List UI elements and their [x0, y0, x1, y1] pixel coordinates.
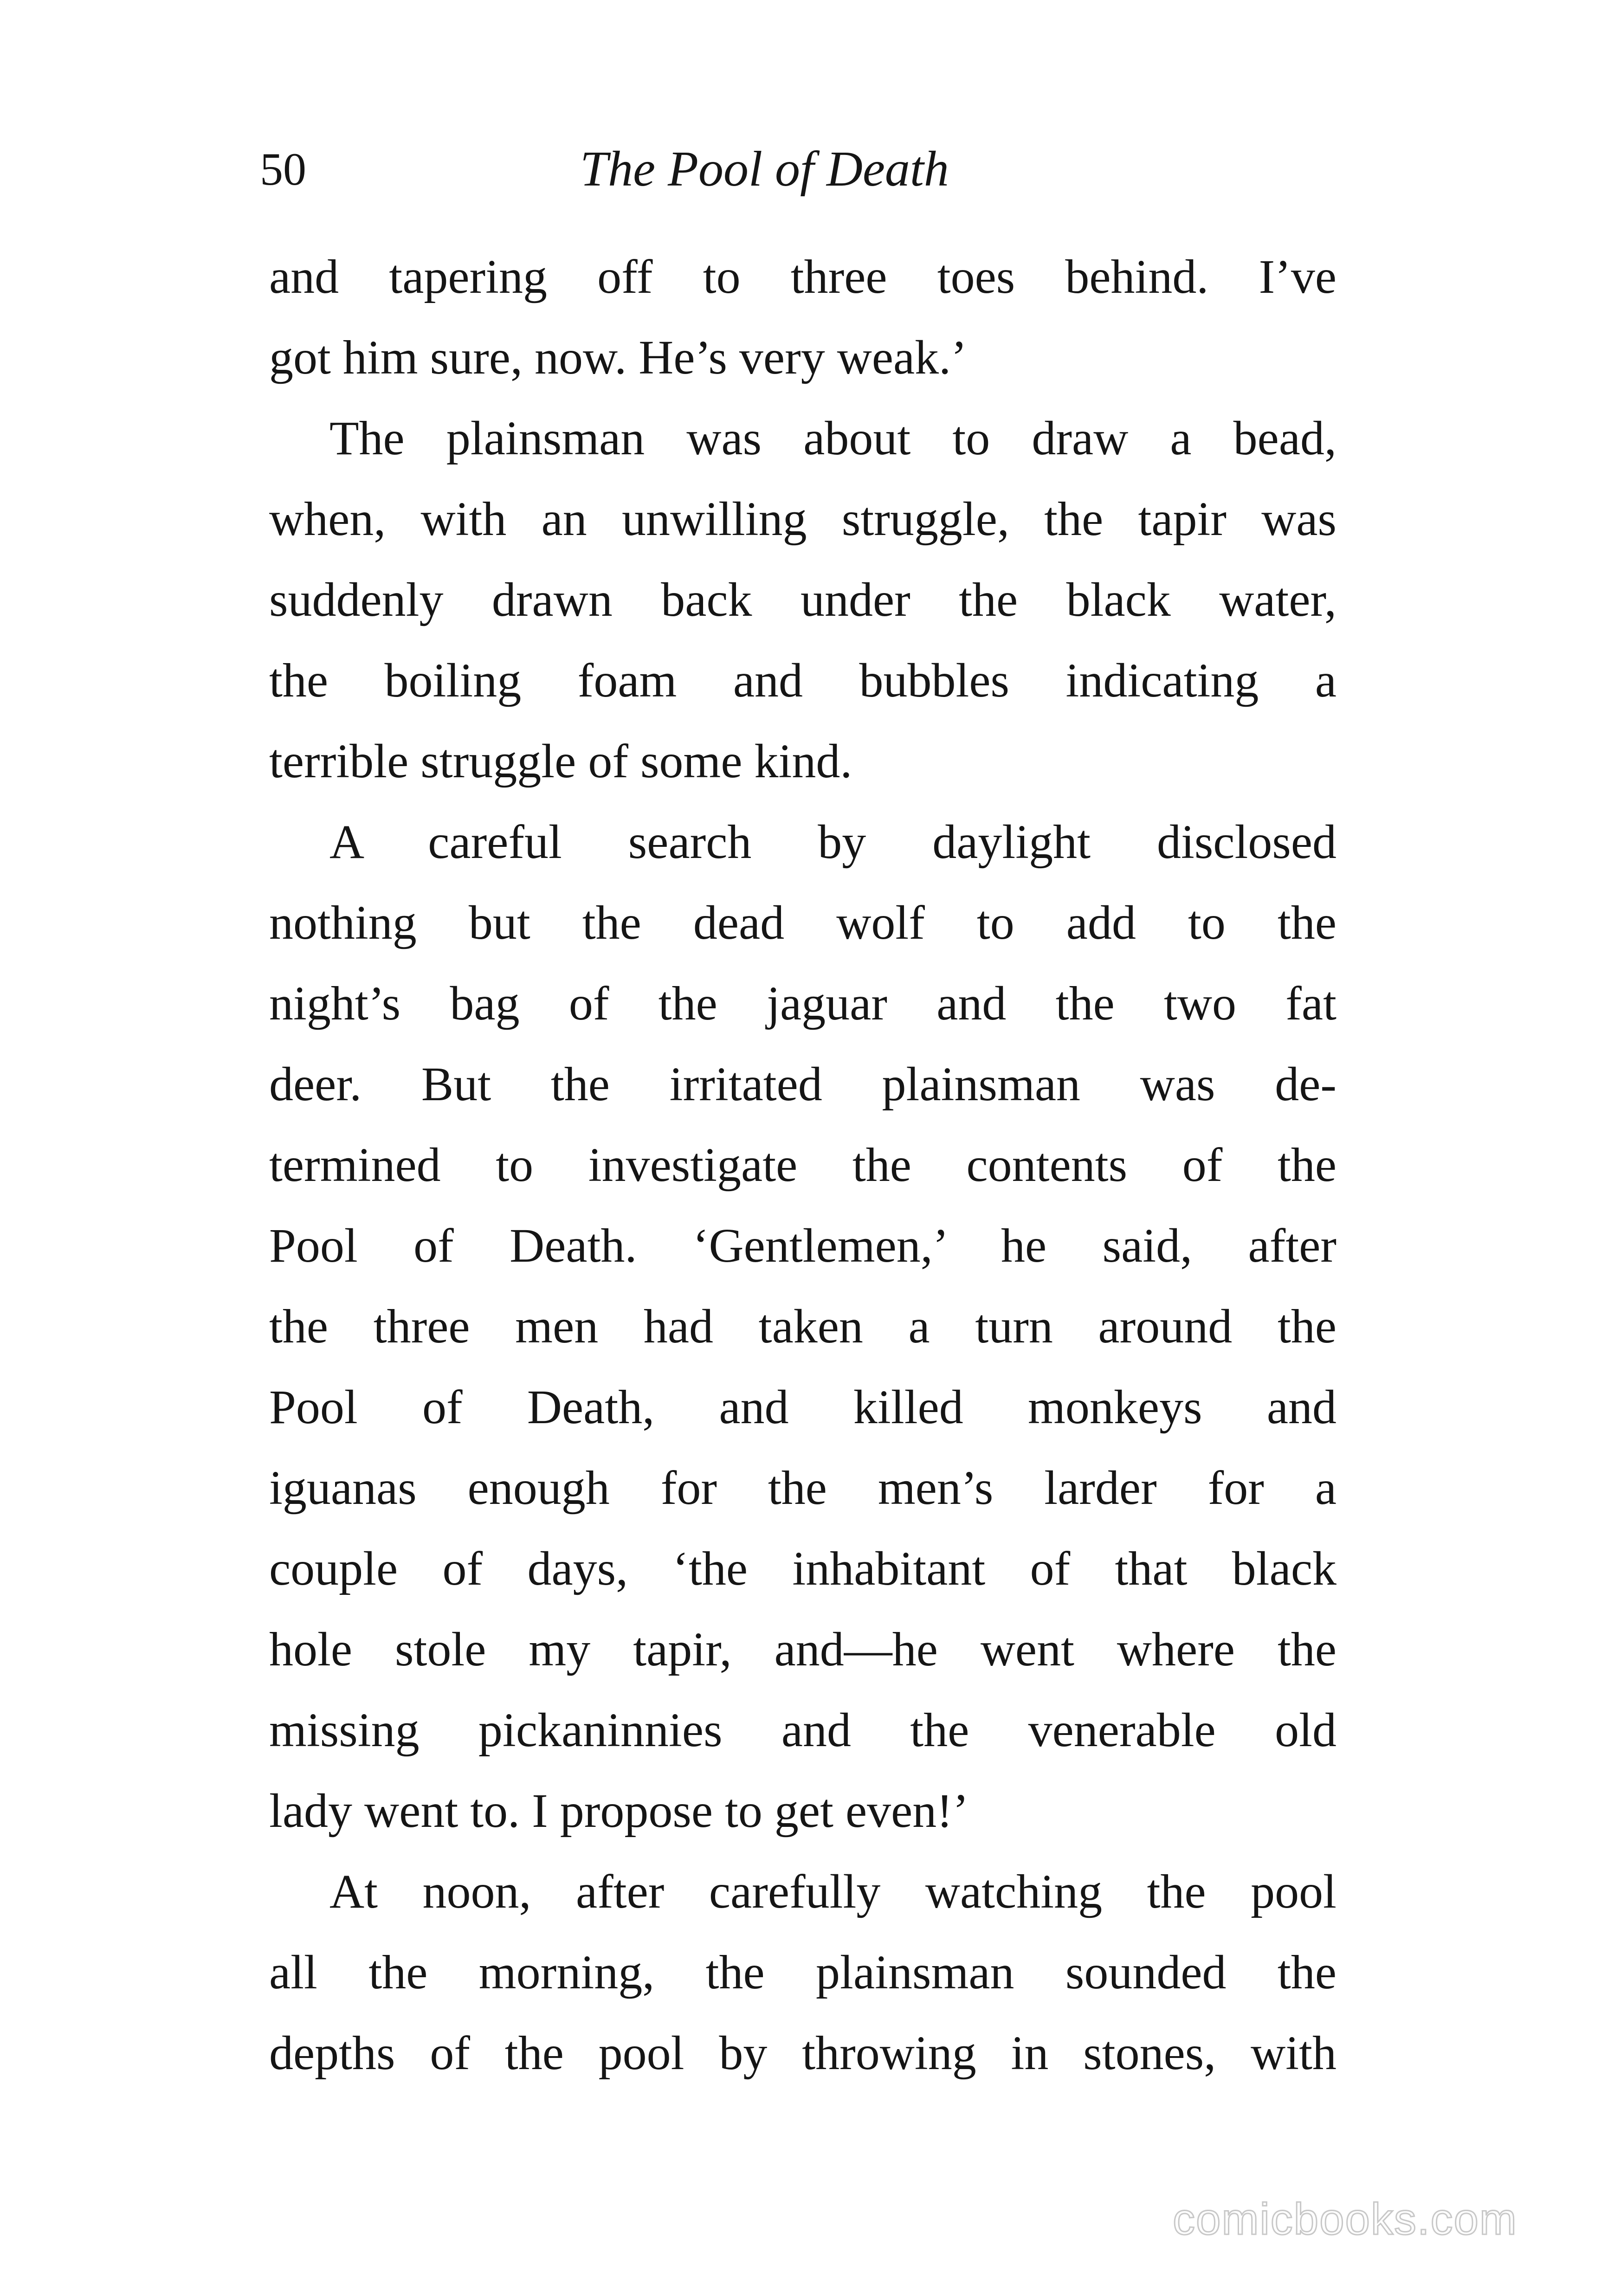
text-line: deer. But the irritated plainsman was de-	[269, 1058, 1336, 1111]
text-line: the three men had taken a turn around the	[269, 1300, 1336, 1353]
text-line: Pool of Death. ‘Gentlemen,’ he said, after	[269, 1219, 1336, 1272]
text-line: At noon, after carefully watching the pool	[329, 1865, 1336, 1918]
text-line: iguanas enough for the men’s larder for a	[269, 1461, 1336, 1515]
text-line: hole stole my tapir, and—he went where the	[269, 1623, 1336, 1676]
text-line: depths of the pool by throwing in stones, with	[269, 2026, 1336, 2080]
text-line: terrible struggle of some kind.	[269, 735, 852, 788]
text-line: and tapering off to three toes behind. I’ve	[269, 250, 1336, 303]
text-line: couple of days, ‘the inhabitant of that black	[269, 1542, 1336, 1595]
text-line: nothing but the dead wolf to add to the	[269, 896, 1336, 949]
text-line: The plainsman was about to draw a bead,	[329, 412, 1336, 465]
text-line: got him sure, now. He’s very weak.’	[269, 331, 967, 384]
text-line: termined to investigate the contents of the	[269, 1138, 1336, 1192]
watermark: comicbooks.com	[1173, 2194, 1517, 2244]
text-line: suddenly drawn back under the black water,	[269, 573, 1336, 626]
text-line: all the morning, the plainsman sounded the	[269, 1946, 1336, 1999]
text-line: A careful search by daylight disclosed	[329, 815, 1336, 869]
page-header	[260, 139, 1049, 209]
text-line: night’s bag of the jaguar and the two fat	[269, 977, 1336, 1030]
text-line: Pool of Death, and killed monkeys and	[269, 1380, 1336, 1434]
text-line: when, with an unwilling struggle, the tapir was	[269, 492, 1336, 546]
page-number: 50	[260, 143, 306, 195]
text-line: lady went to. I propose to get even!’	[269, 1784, 969, 1838]
body-text	[269, 237, 1336, 2094]
running-title: The Pool of Death	[580, 142, 949, 197]
text-line: missing pickaninnies and the venerable old	[269, 1703, 1336, 1757]
text-line: the boiling foam and bubbles indicating a	[269, 654, 1336, 707]
